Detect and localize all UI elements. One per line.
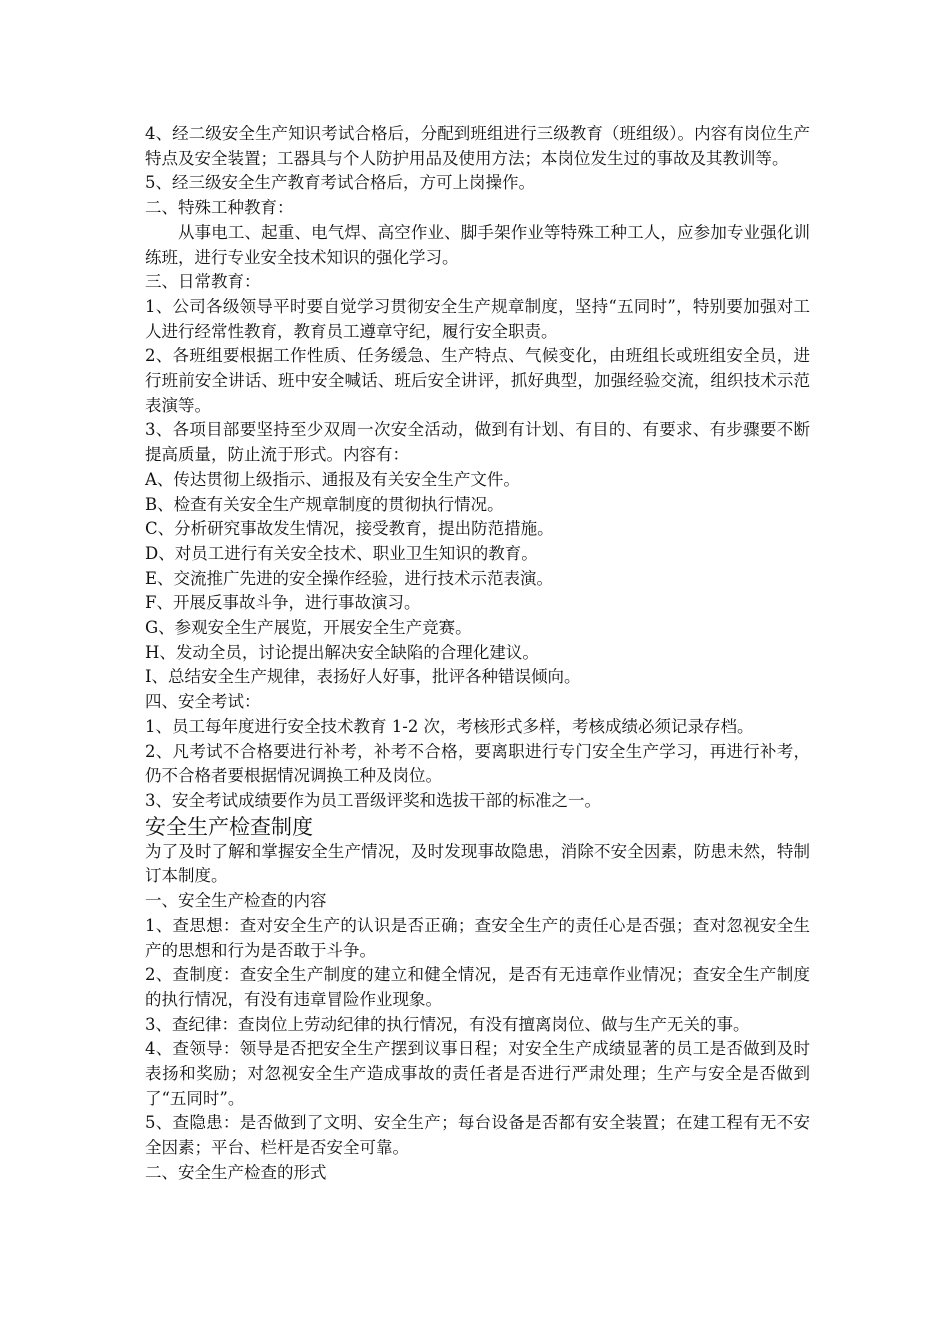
list-item-i: I、总结安全生产规律，表扬好人好事，批评各种错误倾向。	[145, 667, 581, 687]
list-item-f: F、开展反事故斗争，进行事故演习。	[145, 593, 421, 613]
paragraph-daily-1: 1、公司各级领导平时要自觉学习贯彻安全生产规章制度，坚持“五同时”，特别要加强对工人进行经常性教育，教育员工遵章守纪，履行安全职责。	[145, 296, 810, 341]
section-heading-inspection-content: 一、安全生产检查的内容	[145, 891, 327, 911]
paragraph-inspect-4: 4、查领导：领导是否把安全生产摆到议事日程；对安全生产成绩显著的员工是否做到及时表扬和奖励；对忽视安全生产造成事故的责任者是否进行严肃处理；生产与安全是否做到了“五同时”。	[145, 1039, 810, 1108]
list-item-d: D、对员工进行有关安全技术、职业卫生知识的教育。	[145, 543, 538, 563]
document-page	[145, 122, 810, 1186]
list-item-g: G、参观安全生产展览，开展安全生产竞赛。	[145, 618, 472, 638]
paragraph-inspect-3: 3、查纪律：查岗位上劳动纪律的执行情况，有没有擅离岗位、做与生产无关的事。	[145, 1014, 750, 1034]
paragraph-special-training: 从事电工、起重、电气焊、高空作业、脚手架作业等特殊工种工人，应参加专业强化训练班，进行专业安全技术知识的强化学习。	[145, 222, 810, 267]
paragraph-inspect-5: 5、查隐患：是否做到了文明、安全生产；每台设备是否都有安全装置；在建工程有无不安全因素；平台、栏杆是否安全可靠。	[145, 1113, 810, 1158]
section-heading-safety-exam: 四、安全考试：	[145, 692, 261, 712]
paragraph-inspect-2: 2、查制度：查安全生产制度的建立和健全情况，是否有无违章作业情况；查安全生产制度的执行情况，有没有违章冒险作业现象。	[145, 965, 810, 1009]
list-item-b: B、检查有关安全生产规章制度的贯彻执行情况。	[145, 494, 504, 514]
list-item-a: A、传达贯彻上级指示、通报及有关安全生产文件。	[145, 469, 520, 489]
paragraph-1: 4、经二级安全生产知识考试合格后，分配到班组进行三级教育（班组级）。内容有岗位生产特点及安全装置；工器具与个人防护用品及使用方法；本岗位发生过的事故及其教训等。	[145, 124, 810, 168]
paragraph-daily-3: 3、各项目部要坚持至少双周一次安全活动，做到有计划、有目的、有要求、有步骤要不断提高质量，防止流于形式。内容有：	[145, 420, 810, 465]
list-item-h: H、发动全员，讨论提出解决安全缺陷的合理化建议。	[145, 642, 539, 662]
section-heading-inspection-form: 二、安全生产检查的形式	[145, 1162, 327, 1182]
list-item-c: C、分析研究事故发生情况，接受教育，提出防范措施。	[145, 519, 554, 539]
paragraph-exam-1: 1、员工每年度进行安全技术教育 1-2 次，考核形式多样，考核成绩必须记录存档。	[145, 716, 754, 736]
list-item-e: E、交流推广先进的安全操作经验，进行技术示范表演。	[145, 568, 554, 588]
section-heading-daily-training: 三、日常教育：	[145, 272, 261, 292]
document-section-title: 安全生产检查制度	[145, 814, 313, 839]
section-heading-special-training: 二、特殊工种教育：	[145, 198, 294, 218]
paragraph-2: 5、经三级安全生产教育考试合格后，方可上岗操作。	[145, 173, 535, 193]
paragraph-inspect-1: 1、查思想：查对安全生产的认识是否正确；查安全生产的责任心是否强；查对忽视安全生产的思想和行为是否敢于斗争。	[145, 915, 810, 960]
paragraph-exam-3: 3、安全考试成绩要作为员工晋级评奖和选拔干部的标准之一。	[145, 790, 601, 810]
paragraph-exam-2: 2、凡考试不合格要进行补考，补考不合格，要离职进行专门安全生产学习，再进行补考，仍不合格者要根据情况调换工种及岗位。	[145, 741, 810, 786]
paragraph-intro: 为了及时了解和掌握安全生产情况，及时发现事故隐患，消除不安全因素，防患未然，特制订本制度。	[145, 841, 810, 886]
paragraph-daily-2: 2、各班组要根据工作性质、任务缓急、生产特点、气候变化，由班组长或班组安全员，进行班前安全讲话、班中安全喊话、班后安全讲评，抓好典型，加强经验交流，组织技术示范表演等。	[145, 346, 810, 415]
